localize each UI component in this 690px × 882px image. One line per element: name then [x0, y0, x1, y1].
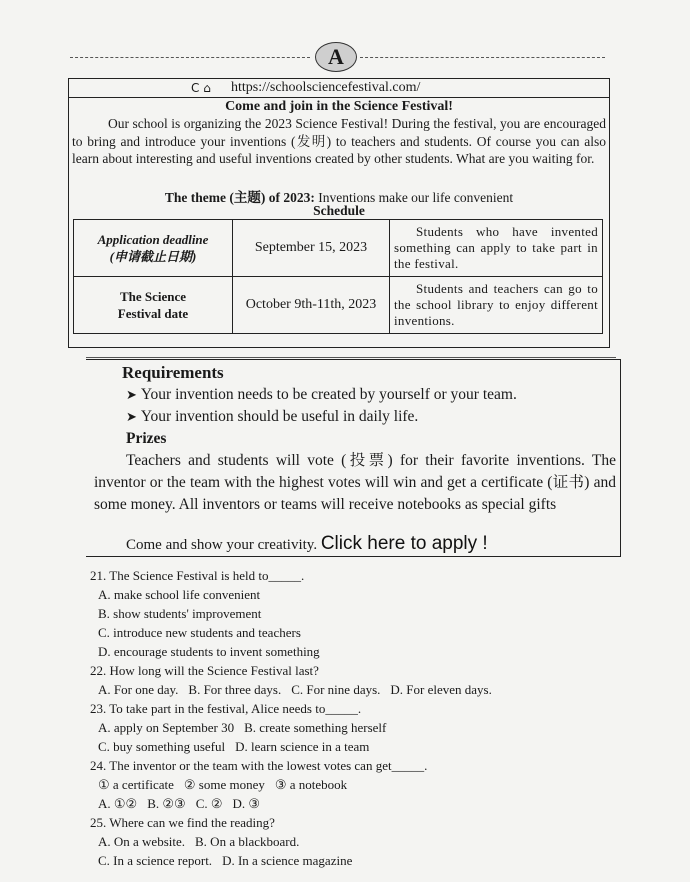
arrow-bullet-icon: ➤ [126, 388, 137, 403]
requirement-item: ➤ Your invention needs to be created by yourself or your team. [126, 386, 517, 403]
schedule-label: Application deadline (申请截止日期) [74, 220, 233, 277]
answer-option: B. show students' improvement [98, 606, 262, 621]
url-bar[interactable] [69, 79, 609, 98]
answer-option: A. On a website. [98, 834, 186, 849]
option-row [98, 851, 670, 870]
answer-option: B. For three days. [188, 682, 282, 697]
schedule-note: Students who have invented something can apply to take part in the festival. [390, 220, 603, 277]
answer-option: ② some money [183, 777, 265, 792]
answer-option: C. In a science report. [98, 853, 213, 868]
advert-title: Come and join in the Science Festival! [225, 99, 453, 114]
option-row [98, 832, 670, 851]
option-row [98, 775, 670, 794]
question-stem: 23. To take part in the festival, Alice needs to_____. [90, 701, 362, 716]
question-stem: 21. The Science Festival is held to_____. [90, 568, 305, 583]
arrow-bullet-icon: ➤ [126, 410, 137, 425]
answer-option: C. buy something useful [98, 739, 226, 754]
webpage-advert [68, 78, 610, 348]
section-divider-left [70, 57, 310, 58]
requirements-divider [86, 357, 616, 358]
schedule-label: The Science Festival date [74, 277, 233, 334]
answer-option: A. make school life convenient [98, 587, 261, 602]
answer-option: ① a certificate [98, 777, 174, 792]
option-row [98, 585, 670, 604]
requirements-box [86, 359, 621, 557]
answer-option: D. encourage students to invent something [98, 644, 320, 659]
come-line [126, 533, 488, 555]
option-row [98, 718, 670, 737]
apply-link[interactable]: Click here to apply ! [320, 533, 488, 554]
table-row [74, 220, 603, 277]
theme-text: Inventions make our life convenient [318, 190, 514, 205]
answer-option: A. apply on September 30 [98, 720, 235, 735]
prizes-heading: Prizes [126, 430, 167, 447]
option-row [98, 642, 670, 661]
schedule-note: Students and teachers can go to the school library to enjoy different inventions. [390, 277, 603, 334]
url-text[interactable]: https://schoolsciencefestival.com/ [231, 80, 421, 95]
section-divider-right [360, 57, 605, 58]
schedule-date: October 9th-11th, 2023 [233, 277, 390, 334]
schedule-title: Schedule [313, 203, 365, 218]
come-text: Come and show your creativity. [126, 537, 318, 553]
option-row [98, 737, 670, 756]
answer-option: ③ a notebook [274, 777, 348, 792]
question-list [90, 566, 670, 870]
answer-option: A. For one day. [98, 682, 179, 697]
theme-label: The theme (主题) of 2023: [164, 190, 315, 205]
option-row [98, 794, 670, 813]
option-row [98, 623, 670, 642]
prizes-text: Teachers and students will vote (投票) for their favorite inventions. The inventor or the team with the highest votes will win and get a certificate (证书) and some money. All inventors or teams will receive notebooks as special gifts [94, 452, 616, 513]
answer-option: D. learn science in a team [235, 739, 370, 754]
browser-nav-icons[interactable]: C ⌂ [191, 81, 211, 95]
question-stem: 24. The inventor or the team with the lowest votes can get_____. [90, 758, 428, 773]
answer-option: D. In a science magazine [222, 853, 353, 868]
section-badge: A [315, 42, 357, 72]
answer-option: C. ② [195, 796, 223, 811]
advert-intro: Our school is organizing the 2023 Science Festival! During the festival, you are encouraged to bring and introduce your inventions (发明) to teachers and students. Of course you can also learn about interesting and useful inventions created by other students. What are you waiting for. [72, 116, 606, 166]
answer-option: D. For eleven days. [390, 682, 492, 697]
answer-option: B. create something herself [244, 720, 387, 735]
answer-option: B. On a blackboard. [195, 834, 300, 849]
requirements-heading: Requirements [122, 363, 224, 382]
answer-option: A. ①② [98, 796, 138, 811]
requirement-item: ➤ Your invention should be useful in daily life. [126, 408, 419, 425]
option-row [98, 680, 670, 699]
answer-option: D. ③ [232, 796, 261, 811]
answer-option: B. ②③ [147, 796, 186, 811]
option-row [98, 604, 670, 623]
schedule-table [73, 219, 603, 334]
answer-option: C. For nine days. [291, 682, 381, 697]
question-stem: 25. Where can we find the reading? [90, 815, 275, 830]
answer-option: C. introduce new students and teachers [98, 625, 301, 640]
schedule-date: September 15, 2023 [233, 220, 390, 277]
question-stem: 22. How long will the Science Festival last? [90, 663, 319, 678]
table-row [74, 277, 603, 334]
